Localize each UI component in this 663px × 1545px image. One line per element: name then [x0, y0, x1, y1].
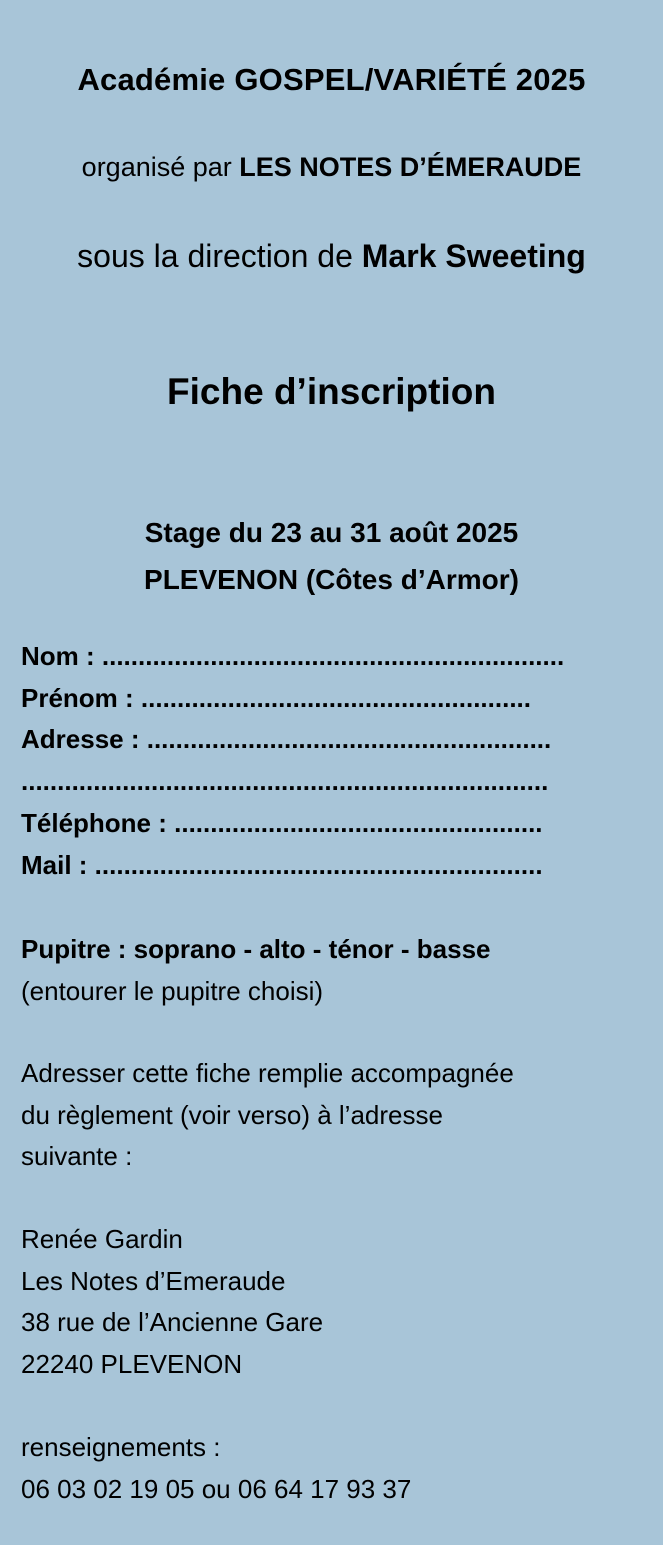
direction-prefix: sous la direction de: [77, 238, 362, 274]
direction-line: [0, 238, 663, 275]
field-telephone: Téléphone : ...................................................: [21, 807, 543, 838]
address-street: 38 rue de l’Ancienne Gare: [21, 1307, 324, 1337]
address-city: 22240 PLEVENON: [21, 1348, 243, 1379]
field-adresse: Adresse : ........................................................: [21, 724, 552, 755]
pupitre-note: (entourer le pupitre choisi): [21, 975, 324, 1006]
organizer-line: [0, 152, 663, 183]
contact-info: [21, 1427, 641, 1510]
field-nom: Nom : ................................................................: [21, 641, 565, 671]
instruction-line: suivante :: [21, 1141, 133, 1171]
field-adresse-continued: .........................................................................: [21, 766, 549, 797]
organizer-prefix: organisé par: [81, 152, 240, 182]
stage-info: [0, 509, 663, 603]
instructions: [21, 1053, 641, 1178]
mailing-address: [21, 1219, 641, 1385]
field-prenom: Prénom : ......................................................: [21, 682, 531, 713]
instruction-line: Adresser cette fiche remplie accompagnée: [21, 1058, 514, 1088]
form-fields: [21, 636, 641, 886]
address-name: Renée Gardin: [21, 1224, 183, 1254]
stage-dates: Stage du 23 au 31 août 2025: [144, 517, 519, 548]
pupitre-section: [21, 929, 641, 1012]
academy-title: Académie GOSPEL/VARIÉTÉ 2025: [77, 62, 586, 97]
form-title: Fiche d’inscription: [167, 371, 496, 412]
contact-phones: 06 03 02 19 05 ou 06 64 17 93 37: [21, 1473, 412, 1504]
organizer-name: LES NOTES D’ÉMERAUDE: [239, 152, 582, 182]
address-organization: Les Notes d’Emeraude: [21, 1265, 286, 1296]
pupitre-options: Pupitre : soprano - alto - ténor - basse: [21, 934, 491, 964]
instruction-line: du règlement (voir verso) à l’adresse: [21, 1099, 443, 1130]
field-mail: Mail : ..............................................................: [21, 849, 543, 880]
director-name: Mark Sweeting: [361, 238, 586, 274]
stage-location: PLEVENON (Côtes d’Armor): [144, 564, 519, 595]
contact-label: renseignements :: [21, 1432, 221, 1462]
